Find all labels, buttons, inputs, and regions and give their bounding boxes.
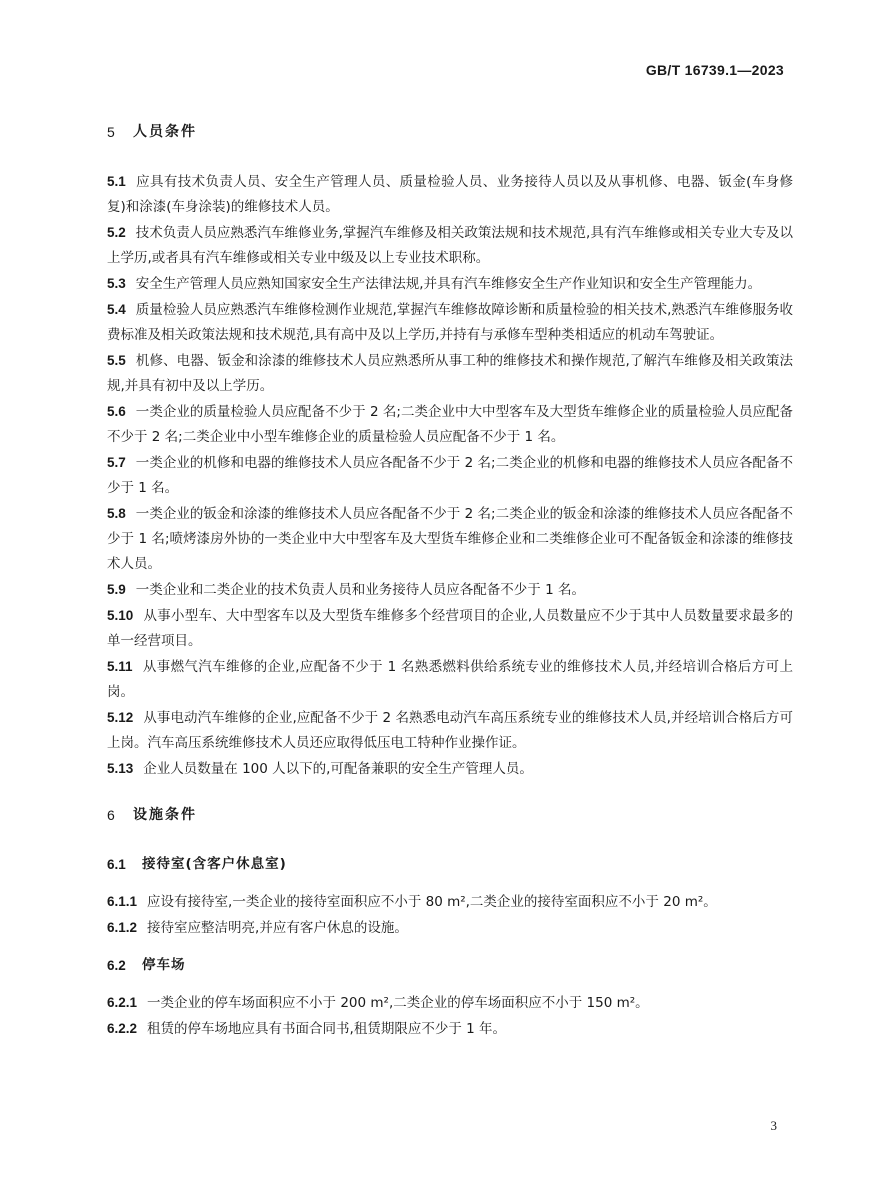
clause-5-10: 5.10 从事小型车、大中型客车以及大型货车维修多个经营项目的企业,人员数量应不少于其中人员数量要求最多的单一经营项目。: [107, 608, 793, 649]
clause-5-2: 5.2 技术负责人员应熟悉汽车维修业务,掌握汽车维修及相关政策法规和技术规范,具有汽车维修或相关专业大专及以上学历,或者具有汽车维修或相关专业中级及以上专业技术职称。: [107, 225, 793, 266]
subsection-title: 停车场: [142, 957, 186, 973]
clause-5-7: 5.7 一类企业的机修和电器的维修技术人员应各配备不少于 2 名;二类企业的机修和电器的维修技术人员应各配备不少于 1 名。: [107, 455, 793, 496]
document-body: [107, 120, 793, 1042]
subsection-heading-6-2: [107, 953, 793, 978]
clause-6-2-1: 6.2.1 一类企业的停车场面积应不小于 200 m²,二类企业的停车场面积应不小于 150 m²。: [107, 995, 649, 1011]
clause-5-11: 5.11 从事燃气汽车维修的企业,应配备不少于 1 名熟悉燃料供给系统专业的维修技术人员,并经培训合格后方可上岗。: [107, 659, 793, 700]
clause-5-5: 5.5 机修、电器、钣金和涂漆的维修技术人员应熟悉所从事工种的维修技术和操作规范,了解汽车维修及相关政策法规,并具有初中及以上学历。: [107, 353, 793, 394]
clause-5-13: 5.13 企业人员数量在 100 人以下的,可配备兼职的安全生产管理人员。: [107, 761, 533, 777]
clause-5-8: 5.8 一类企业的钣金和涂漆的维修技术人员应各配备不少于 2 名;二类企业的钣金和涂漆的维修技术人员应各配备不少于 1 名;喷烤漆房外协的一类企业中大中型客车及大型货车维修企业和二类维修企业可不配备钣金和涂漆的维修技术人员。: [107, 506, 793, 572]
section-heading-5: [107, 120, 793, 145]
clause-5-4: 5.4 质量检验人员应熟悉汽车维修检测作业规范,掌握汽车维修故障诊断和质量检验的相关技术,熟悉汽车维修服务收费标准及相关政策法规和技术规范,具有高中及以上学历,并持有与承修车型种类相适应的机动车驾驶证。: [107, 302, 793, 343]
clause-6-1-2: 6.1.2 接待室应整洁明亮,并应有客户休息的设施。: [107, 920, 408, 936]
clause-6-2-2: 6.2.2 租赁的停车场地应具有书面合同书,租赁期限应不少于 1 年。: [107, 1021, 506, 1037]
section-number: 6: [107, 807, 115, 823]
standard-code: GB/T 16739.1—2023: [645, 62, 784, 78]
subsection-title: 接待室(含客户休息室): [142, 856, 287, 872]
page-number: 3: [770, 1118, 777, 1133]
subsection-heading-6-1: [107, 852, 793, 877]
section-title: 人员条件: [133, 124, 197, 140]
clause-6-1-1: 6.1.1 应设有接待室,一类企业的接待室面积应不小于 80 m²,二类企业的接待室面积应不小于 20 m²。: [107, 894, 717, 910]
clause-5-9: 5.9 一类企业和二类企业的技术负责人员和业务接待人员应各配备不少于 1 名。: [107, 582, 585, 598]
clause-5-1: 5.1 应具有技术负责人员、安全生产管理人员、质量检验人员、业务接待人员以及从事机修、电器、钣金(车身修复)和涂漆(车身涂装)的维修技术人员。: [107, 174, 793, 215]
subsection-number: 6.1: [107, 857, 126, 872]
subsection-number: 6.2: [107, 958, 126, 973]
section-heading-6: [107, 803, 793, 828]
clause-5-12: 5.12 从事电动汽车维修的企业,应配备不少于 2 名熟悉电动汽车高压系统专业的维修技术人员,并经培训合格后方可上岗。汽车高压系统维修技术人员还应取得低压电工特种作业操作证。: [107, 710, 793, 751]
section-title: 设施条件: [133, 807, 197, 823]
section-number: 5: [107, 124, 115, 140]
clause-5-3: 5.3 安全生产管理人员应熟知国家安全生产法律法规,并具有汽车维修安全生产作业知识和安全生产管理能力。: [107, 276, 762, 292]
clause-5-6: 5.6 一类企业的质量检验人员应配备不少于 2 名;二类企业中大中型客车及大型货车维修企业的质量检验人员应配备不少于 2 名;二类企业中小型车维修企业的质量检验人员应配备不少于 1 名。: [107, 404, 793, 445]
